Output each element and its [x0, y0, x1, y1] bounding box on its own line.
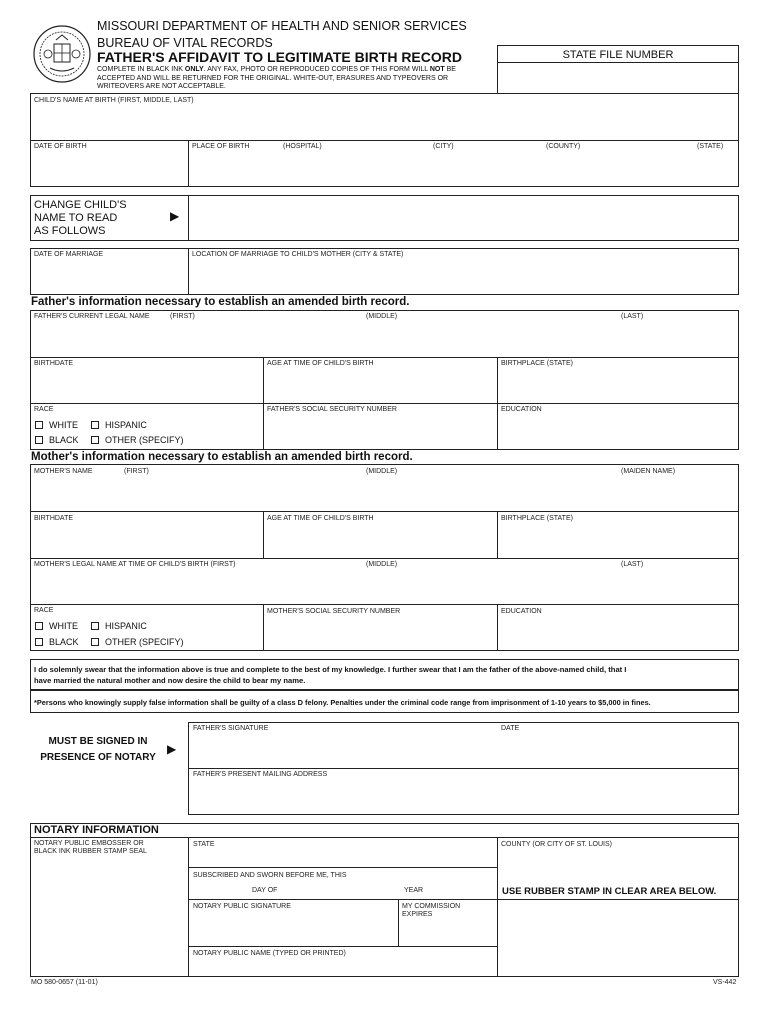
notary-name-field[interactable] — [189, 959, 496, 976]
date-of-marriage-label: DATE OF MARRIAGE — [34, 251, 104, 258]
notary-seal-label-line-2: BLACK INK RUBBER STAMP SEAL — [34, 848, 147, 855]
date-of-birth-label: DATE OF BIRTH — [34, 143, 87, 150]
change-name-label-line-1: CHANGE CHILD'S — [34, 199, 127, 211]
instructions-line-3: WRITEOVERS ARE NOT ACCEPTABLE. — [97, 83, 226, 90]
father-birthplace-field[interactable] — [498, 369, 738, 402]
state-file-number-field[interactable] — [498, 63, 738, 93]
commission-expires-label-line-2: EXPIRES — [402, 911, 433, 918]
mother-name-label: MOTHER'S NAME — [34, 468, 93, 475]
sworn-date-field[interactable] — [189, 881, 496, 898]
place-of-birth-label: PLACE OF BIRTH — [192, 143, 250, 150]
mother-age-field[interactable] — [264, 524, 496, 557]
mother-legal-last-label: (LAST) — [621, 561, 644, 568]
father-section-title: Father's information necessary to establish an amended birth record. — [31, 296, 410, 308]
mother-race-black[interactable]: BLACK — [35, 637, 79, 647]
change-name-label-line-3: AS FOLLOWS — [34, 225, 106, 237]
year-label: YEAR — [404, 887, 424, 894]
state-label: (STATE) — [697, 143, 724, 150]
father-name-field[interactable] — [31, 322, 738, 356]
father-signature-label: FATHER'S SIGNATURE — [193, 725, 269, 732]
checkbox-icon[interactable] — [35, 622, 43, 630]
right-triangle-arrow-icon: ▶ — [170, 209, 180, 223]
state-file-number-label: STATE FILE NUMBER — [562, 49, 674, 61]
mother-education-field[interactable] — [498, 617, 738, 650]
mother-section-title: Mother's information necessary to establish an amended birth record. — [31, 451, 413, 463]
notary-signature-label: NOTARY PUBLIC SIGNATURE — [193, 903, 291, 910]
subscribed-label: SUBSCRIBED AND SWORN BEFORE ME, THIS — [193, 872, 347, 879]
mother-legal-middle-label: (MIDDLE) — [366, 561, 398, 568]
form-number: MO 580-0657 (11-01) — [31, 979, 98, 986]
new-child-name-field[interactable] — [189, 196, 738, 240]
mother-ssn-field[interactable] — [264, 617, 496, 650]
place-of-birth-field[interactable] — [189, 152, 738, 186]
child-name-field[interactable] — [31, 106, 738, 139]
mother-race-label: RACE — [34, 607, 54, 614]
mother-name-field[interactable] — [31, 477, 738, 510]
signature-date-label: DATE — [501, 725, 520, 732]
father-age-label: AGE AT TIME OF CHILD'S BIRTH — [267, 360, 374, 367]
father-birthdate-field[interactable] — [31, 369, 262, 402]
mother-ssn-label: MOTHER'S SOCIAL SECURITY NUMBER — [267, 608, 401, 615]
father-first-label: (FIRST) — [170, 313, 195, 320]
father-race-black[interactable]: BLACK — [35, 435, 79, 445]
date-of-marriage-field[interactable] — [31, 260, 187, 294]
mailing-address-field[interactable] — [189, 780, 738, 814]
child-name-label: CHILD'S NAME AT BIRTH (FIRST, MIDDLE, LAST) — [34, 97, 194, 104]
notary-county-field[interactable] — [498, 850, 738, 880]
notary-state-field[interactable] — [189, 850, 496, 866]
marriage-location-field[interactable] — [189, 260, 738, 294]
mother-race-white[interactable]: WHITE — [35, 621, 78, 631]
mother-education-label: EDUCATION — [501, 608, 542, 615]
mother-age-label: AGE AT TIME OF CHILD'S BIRTH — [267, 515, 374, 522]
father-race-label: RACE — [34, 406, 54, 413]
instructions-line-1: COMPLETE IN BLACK INK ONLY. ANY FAX, PHOTO OR REPRODUCED COPIES OF THIS FORM WILL NOT BE — [97, 66, 456, 73]
bureau-name: BUREAU OF VITAL RECORDS — [97, 36, 273, 50]
right-triangle-arrow-icon: ▶ — [167, 742, 177, 756]
commission-expires-field[interactable] — [399, 921, 496, 945]
father-race-white[interactable]: WHITE — [35, 420, 78, 430]
father-ssn-field[interactable] — [264, 415, 496, 449]
mailing-address-label: FATHER'S PRESENT MAILING ADDRESS — [193, 771, 328, 778]
checkbox-icon[interactable] — [35, 421, 43, 429]
notary-seal-label — [34, 840, 147, 856]
father-education-label: EDUCATION — [501, 406, 542, 413]
oath-text — [34, 664, 739, 686]
checkbox-icon[interactable] — [35, 638, 43, 646]
mother-birthplace-label: BIRTHPLACE (STATE) — [501, 515, 573, 522]
father-birthplace-label: BIRTHPLACE (STATE) — [501, 360, 573, 367]
day-of-label: DAY OF — [252, 887, 278, 894]
father-last-label: (LAST) — [621, 313, 644, 320]
mother-legal-name-label: MOTHER'S LEGAL NAME AT TIME OF CHILD'S BIRTH (FIRST) — [34, 561, 236, 568]
mother-birthplace-field[interactable] — [498, 524, 738, 557]
mother-race-other[interactable]: OTHER (SPECIFY) — [91, 637, 184, 647]
rubber-stamp-label: USE RUBBER STAMP IN CLEAR AREA BELOW. — [502, 886, 717, 897]
mother-race-hispanic[interactable]: HISPANIC — [91, 621, 147, 631]
instructions-line-2: ACCEPTED AND WILL BE RETURNED FOR THE ORIGINAL. WHITE-OUT, ERASURES AND TYPEOVERS OR — [97, 74, 449, 82]
father-birthdate-label: BIRTHDATE — [34, 360, 74, 367]
notary-seal-area — [31, 860, 187, 976]
notary-notice-line-2: PRESENCE OF NOTARY — [40, 752, 156, 763]
notary-signature-field[interactable] — [189, 912, 397, 945]
marriage-location-label: LOCATION OF MARRIAGE TO CHILD'S MOTHER (CITY & STATE) — [192, 251, 404, 258]
signature-date-field[interactable] — [498, 734, 738, 767]
father-middle-label: (MIDDLE) — [366, 313, 398, 320]
county-label: (COUNTY) — [546, 143, 581, 150]
father-race-hispanic[interactable]: HISPANIC — [91, 420, 147, 430]
father-name-label: FATHER'S CURRENT LEGAL NAME — [34, 313, 150, 320]
oath-text-line-1: I do solemnly swear that the information above is true and complete to the best of my knowledge. I further swear that I am the father of the above-named child, that I — [34, 665, 627, 674]
checkbox-icon[interactable] — [91, 638, 99, 646]
rubber-stamp-area — [498, 900, 738, 976]
mother-middle-label: (MIDDLE) — [366, 468, 398, 475]
date-of-birth-field[interactable] — [31, 152, 187, 186]
notary-notice-line-1: MUST BE SIGNED IN — [48, 736, 148, 747]
father-race-other[interactable]: OTHER (SPECIFY) — [91, 435, 184, 445]
checkbox-icon[interactable] — [91, 436, 99, 444]
department-name: MISSOURI DEPARTMENT OF HEALTH AND SENIOR SERVICES — [97, 19, 467, 33]
change-name-label-line-2: NAME TO READ — [34, 212, 118, 224]
notary-name-label: NOTARY PUBLIC NAME (TYPED OR PRINTED) — [193, 950, 346, 957]
state-seal-icon — [32, 24, 92, 84]
notary-county-label: COUNTY (OR CITY OF ST. LOUIS) — [501, 841, 612, 848]
checkbox-icon[interactable] — [91, 622, 99, 630]
mother-birthdate-field[interactable] — [31, 524, 262, 557]
city-label: (CITY) — [433, 143, 454, 150]
notary-notice — [30, 734, 166, 766]
penalty-text: *Persons who knowingly supply false information shall be guilty of a class D felony. Penalties under the criminal code range from imprisonment of 1-10 years to $5,000 in fines. — [34, 698, 651, 707]
form-title: FATHER'S AFFIDAVIT TO LEGITIMATE BIRTH RECORD — [97, 49, 462, 65]
instructions — [97, 66, 497, 92]
commission-expires-label-line-1: MY COMMISSION — [402, 903, 461, 910]
change-name-label — [34, 199, 127, 238]
mother-legal-name-field[interactable] — [31, 570, 738, 603]
mother-maiden-label: (MAIDEN NAME) — [621, 468, 676, 475]
father-education-field[interactable] — [498, 415, 738, 449]
oath-text-line-2: have married the natural mother and now desire the child to bear my name. — [34, 676, 306, 685]
commission-expires-label — [402, 903, 460, 919]
notary-seal-label-line-1: NOTARY PUBLIC EMBOSSER OR — [34, 840, 144, 847]
checkbox-icon[interactable] — [35, 436, 43, 444]
mother-first-label: (FIRST) — [124, 468, 149, 475]
vs-number: VS-442 — [713, 979, 737, 986]
father-ssn-label: FATHER'S SOCIAL SECURITY NUMBER — [267, 406, 397, 413]
hospital-label: (HOSPITAL) — [283, 143, 322, 150]
notary-title: NOTARY INFORMATION — [34, 824, 159, 836]
checkbox-icon[interactable] — [91, 421, 99, 429]
father-signature-field[interactable] — [189, 734, 495, 767]
father-age-field[interactable] — [264, 369, 496, 402]
mother-birthdate-label: BIRTHDATE — [34, 515, 74, 522]
notary-state-label: STATE — [193, 841, 215, 848]
